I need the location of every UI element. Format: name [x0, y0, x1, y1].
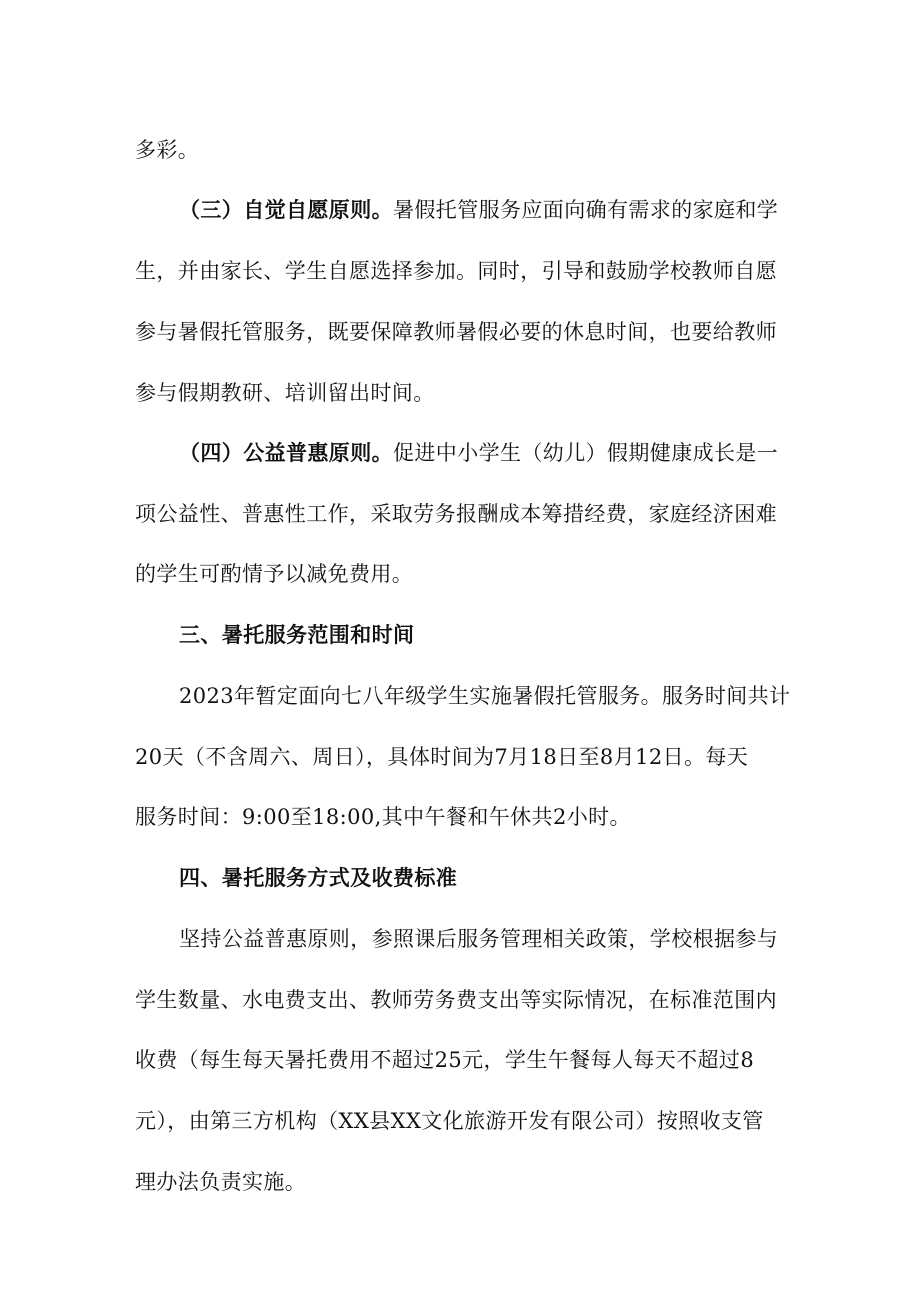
paragraph-line: 项公益性、普惠性工作，采取劳务报酬成本筹措经费，家庭经济困难 — [135, 502, 777, 526]
paragraph-text: 促进中小学生（幼儿）假期健康成长是一 — [393, 441, 779, 465]
paragraph-line — [179, 438, 795, 468]
paragraph-line: 多彩。 — [135, 138, 200, 162]
paragraph-line: 的学生可酌情予以减免费用。 — [135, 562, 414, 586]
paragraph-line: 参与假期教研、培训留出时间。 — [135, 381, 435, 405]
section-title: 四、暑托服务方式及收费标准 — [179, 865, 458, 890]
paragraph-line: 元），由第三方机构（XX县XX文化旅游开发有限公司）按照收支管 — [135, 1109, 764, 1133]
paragraph-line: 服务时间：9:00至18:00,其中午餐和午休共2小时。 — [135, 805, 631, 829]
paragraph-line: 20天（不含周六、周日），具体时间为7月18日至8月12日。每天 — [135, 745, 749, 769]
principle-heading: （四）公益普惠原则。 — [179, 440, 393, 465]
paragraph-line: 理办法负责实施。 — [135, 1170, 307, 1194]
paragraph-line: 坚持公益普惠原则，参照课后服务管理相关政策，学校根据参与 — [179, 927, 779, 951]
paragraph-line: 学生数量、水电费支出、教师劳务费支出等实际情况，在标准范围内 — [135, 988, 777, 1012]
paragraph-line: 收费（每生每天暑托费用不超过25元，学生午餐每人每天不超过8 — [135, 1048, 755, 1072]
principle-heading: （三）自觉自愿原则。 — [179, 197, 393, 222]
section-title: 三、暑托服务范围和时间 — [179, 622, 415, 647]
paragraph-line: 参与暑假托管服务，既要保障教师暑假必要的休息时间，也要给教师 — [135, 320, 777, 344]
paragraph-line: 生，并由家长、学生自愿选择参加。同时，引导和鼓励学校教师自愿 — [135, 259, 777, 283]
paragraph-line — [179, 195, 795, 225]
paragraph-line: 2023年暂定面向七八年级学生实施暑假托管服务。服务时间共计 — [179, 684, 791, 708]
paragraph-text: 暑假托管服务应面向确有需求的家庭和学 — [393, 198, 779, 222]
